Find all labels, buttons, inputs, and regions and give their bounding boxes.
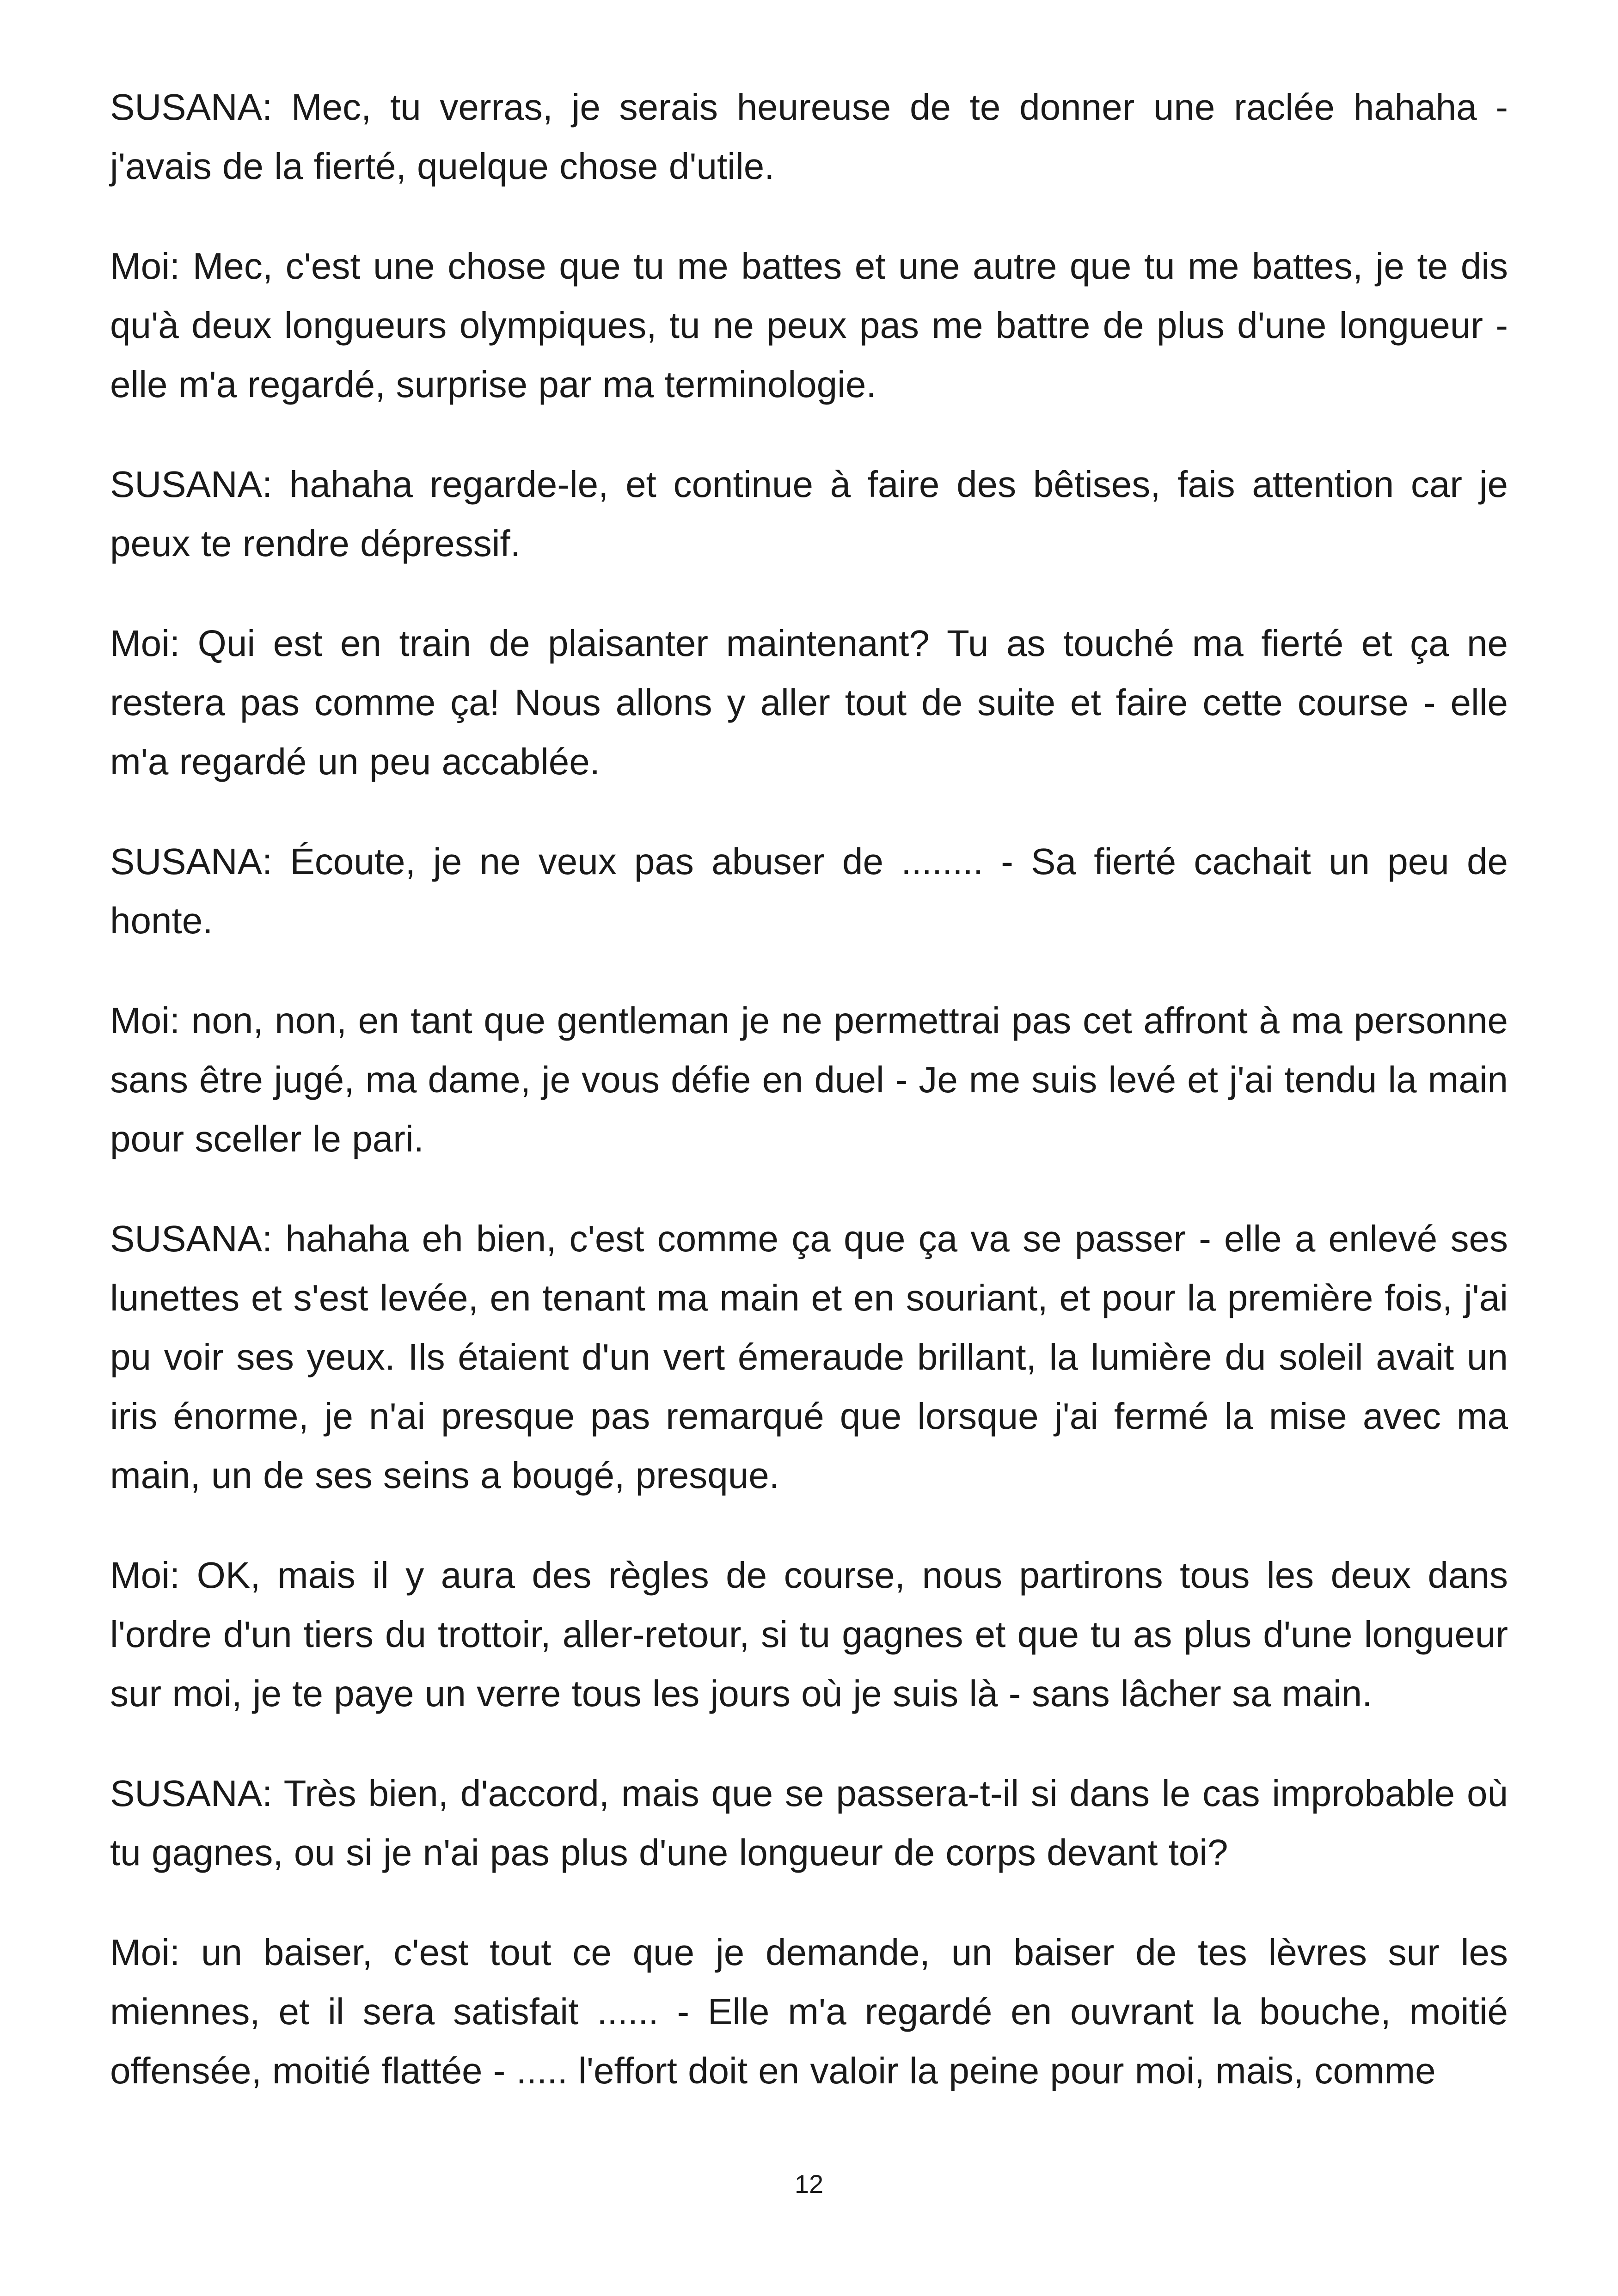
paragraph: Moi: un baiser, c'est tout ce que je demande, un baiser de tes lèvres sur les miennes, et il sera satisfait ...... - Elle m'a regardé en ouvrant la bouche, moitié offensée, moitié flattée - ..... l'effort doit en valoir la peine pour moi, mais, comme [110,1932,1508,2091]
paragraph: Moi: Mec, c'est une chose que tu me battes et une autre que tu me battes, je te dis qu'à deux longueurs olympiques, tu ne peux pas me battre de plus d'une longueur - elle m'a regardé, surprise par ma terminologie. [110,245,1508,405]
page-number: 12 [794,2169,824,2198]
paragraph: SUSANA: Mec, tu verras, je serais heureuse de te donner une raclée hahaha - j'avais de la fierté, quelque chose d'utile. [110,86,1508,187]
text-body [110,78,1508,2141]
paragraph: SUSANA: Très bien, d'accord, mais que se passera-t-il si dans le cas improbable où tu gagnes, ou si je n'ai pas plus d'une longueur de corps devant toi? [110,1773,1508,1873]
paragraph: SUSANA: hahaha regarde-le, et continue à faire des bêtises, fais attention car je peux te rendre dépressif. [110,464,1508,564]
paragraph: Moi: non, non, en tant que gentleman je ne permettrai pas cet affront à ma personne sans être jugé, ma dame, je vous défie en duel - Je me suis levé et j'ai tendu la main pour sceller le pari. [110,1000,1508,1159]
paragraph: Moi: Qui est en train de plaisanter maintenant? Tu as touché ma fierté et ça ne restera pas comme ça! Nous allons y aller tout de suite et faire cette course - elle m'a regardé un peu accablée. [110,623,1508,782]
paragraph: SUSANA: Écoute, je ne veux pas abuser de ........ - Sa fierté cachait un peu de honte. [110,841,1508,941]
paragraph: Moi: OK, mais il y aura des règles de course, nous partirons tous les deux dans l'ordre d'un tiers du trottoir, aller-retour, si tu gagnes et que tu as plus d'une longueur sur moi, je te paye un verre tous les jours où je suis là - sans lâcher sa main. [110,1555,1508,1714]
paragraph: SUSANA: hahaha eh bien, c'est comme ça que ça va se passer - elle a enlevé ses lunettes et s'est levée, en tenant ma main et en souriant, et pour la première fois, j'ai pu voir ses yeux. Ils étaient d'un vert émeraude brillant, la lumière du soleil avait un iris énorme, je n'ai presque pas remarqué que lorsque j'ai fermé la mise avec ma main, un de ses seins a bougé, presque. [110,1218,1508,1496]
